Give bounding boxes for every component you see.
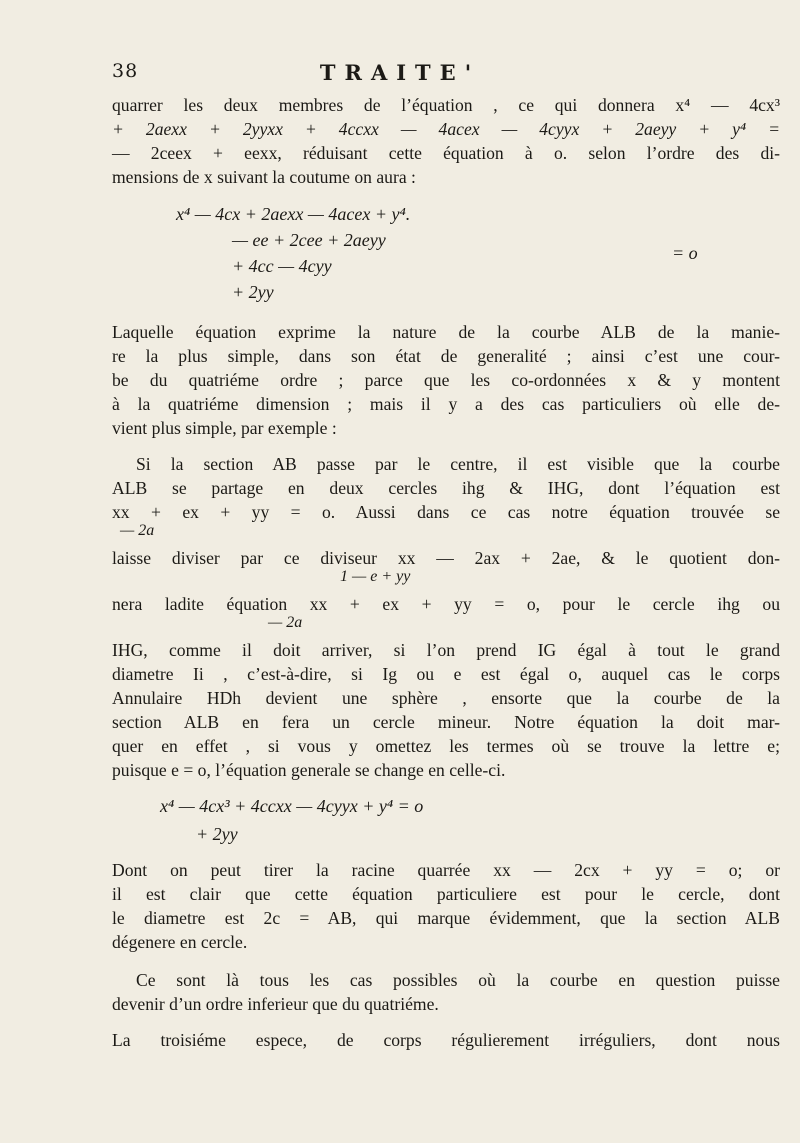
text-line: le diametre est 2c = AB, qui marque évidemment, que la section ALB [112, 908, 780, 928]
text-line: IHG, comme il doit arriver, si l’on prend IG égal à tout le grand [112, 640, 780, 660]
text-line: Dont on peut tirer la racine quarrée xx — 2cx + yy = o; or [112, 860, 780, 880]
text-line: ALB se partage en deux cercles ihg & IHG, dont l’équation est [112, 478, 780, 498]
text-line: dégenere en cercle. [112, 932, 248, 952]
text-line: nera ladite équation xx + ex + yy = o, pour le cercle ihg ou [112, 594, 780, 614]
text-line: devenir d’un ordre inferieur que du quatriéme. [112, 994, 439, 1014]
text-line: Laquelle équation exprime la nature de la courbe ALB de la manie- [112, 322, 780, 342]
text-line: xx + ex + yy = o. Aussi dans ce cas notre équation trouvée se [112, 502, 780, 522]
equation-row: x⁴ — 4cx³ + 4ccxx — 4cyyx + y⁴ = o [160, 796, 424, 816]
text-line: diametre Ii , c’est-à-dire, si Ig ou e est égal o, auquel cas le corps [112, 664, 780, 684]
equation-row: + 2yy [232, 282, 274, 302]
text-line: laisse diviser par ce diviseur xx — 2ax + 2ae, & le quotient don- [112, 548, 780, 568]
equation-row: + 4cc — 4cyy [232, 256, 332, 276]
equation-subline: — 2a [268, 614, 303, 631]
text-line: à la quatriéme dimension ; mais il y a des cas particuliers où elle de- [112, 394, 780, 414]
text-line: be du quatriéme ordre ; parce que les co-ordonnées x & y montent [112, 370, 780, 390]
equation-subline: 1 — e + yy [340, 568, 411, 585]
equation-row: — ee + 2cee + 2aeyy [232, 230, 386, 250]
running-header [0, 60, 800, 90]
text-line: section ALB en fera un cercle mineur. Notre équation la doit mar- [112, 712, 780, 732]
equation-row: + 2yy [196, 824, 238, 844]
text-line: — 2ceex + eexx, réduisant cette équation à o. selon l’ordre des di- [112, 143, 780, 163]
text-line: quarrer les deux membres de l’équation , ce qui donnera x⁴ — 4cx³ [112, 95, 780, 115]
text-line: Si la section AB passe par le centre, il est visible que la courbe [136, 454, 780, 474]
text-line: re la plus simple, dans son état de generalité ; ainsi c’est une cour- [112, 346, 780, 366]
text-line: il est clair que cette équation particuliere est pour le cercle, dont [112, 884, 780, 904]
text-line: vient plus simple, par exemple : [112, 418, 337, 438]
text-line: + 2aexx + 2yyxx + 4ccxx — 4acex — 4cyyx + 2aeyy + y⁴ = [112, 119, 780, 139]
text-line: puisque e = o, l’équation generale se change en celle-ci. [112, 760, 506, 780]
running-title: TRAITE' [319, 60, 481, 85]
text-line: quer en effet , si vous y omettez les termes où se trouve la lettre e; [112, 736, 780, 756]
page-number: 38 [112, 60, 139, 82]
equation-zero: = o [672, 243, 698, 263]
equation-subline: — 2a [120, 522, 155, 539]
equation-row: x⁴ — 4cx + 2aexx — 4acex + y⁴. [176, 204, 411, 224]
text-line: Ce sont là tous les cas possibles où la courbe en question puisse [136, 970, 780, 990]
text-line: Annulaire HDh devient une sphère , ensorte que la courbe de la [112, 688, 780, 708]
text-line: La troisiéme espece, de corps régulierement irréguliers, dont nous [112, 1030, 780, 1050]
text-line: mensions de x suivant la coutume on aura : [112, 167, 416, 187]
